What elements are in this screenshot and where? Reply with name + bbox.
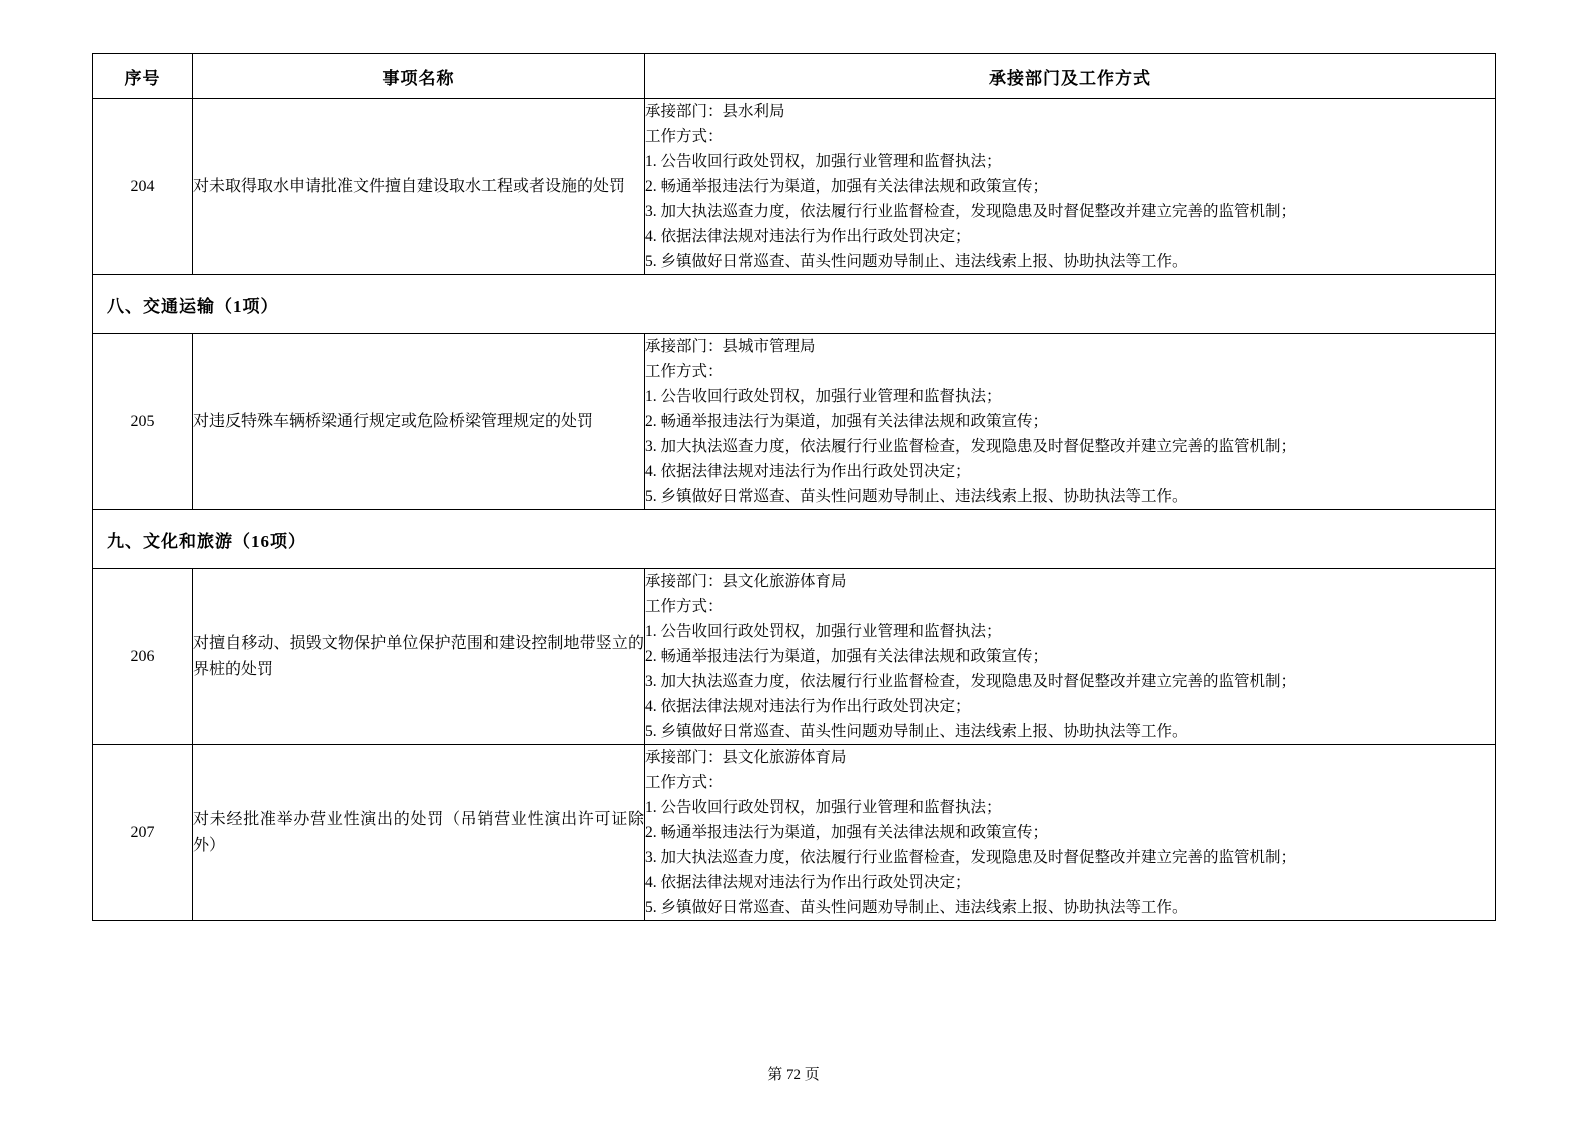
detail-line: 4. 依据法律法规对违法行为作出行政处罚决定； (645, 228, 971, 245)
detail-line: 承接部门：县文化旅游体育局 (645, 749, 847, 766)
row-matter-name: 对未经批准举办营业性演出的处罚（吊销营业性演出许可证除外） (193, 745, 645, 921)
detail-line: 5. 乡镇做好日常巡查、苗头性问题劝导制止、违法线索上报、协助执法等工作。 (645, 899, 1188, 916)
detail-line: 3. 加大执法巡查力度，依法履行行业监督检查，发现隐患及时督促整改并建立完善的监管机制； (645, 203, 1297, 220)
detail-line: 2. 畅通举报违法行为渠道，加强有关法律法规和政策宣传； (645, 178, 1049, 195)
row-number: 207 (93, 745, 193, 921)
detail-line: 2. 畅通举报违法行为渠道，加强有关法律法规和政策宣传； (645, 413, 1049, 430)
table-body (93, 99, 1496, 921)
table-row (93, 99, 1496, 275)
detail-line: 工作方式： (645, 598, 723, 615)
row-number: 204 (93, 99, 193, 275)
detail-line: 3. 加大执法巡查力度，依法履行行业监督检查，发现隐患及时督促整改并建立完善的监管机制； (645, 673, 1297, 690)
row-department-detail (645, 745, 1496, 921)
row-number: 206 (93, 569, 193, 745)
detail-line: 2. 畅通举报违法行为渠道，加强有关法律法规和政策宣传； (645, 648, 1049, 665)
table-header-row (93, 54, 1496, 99)
detail-line: 2. 畅通举报违法行为渠道，加强有关法律法规和政策宣传； (645, 824, 1049, 841)
section-title: 八、交通运输（1项） (93, 275, 1496, 334)
column-header-dept: 承接部门及工作方式 (645, 54, 1496, 99)
row-matter-name: 对未取得取水申请批准文件擅自建设取水工程或者设施的处罚 (193, 99, 645, 275)
table-header (93, 54, 1496, 99)
detail-line: 承接部门：县文化旅游体育局 (645, 573, 847, 590)
detail-line: 1. 公告收回行政处罚权，加强行业管理和监督执法； (645, 799, 1002, 816)
row-department-detail (645, 334, 1496, 510)
column-header-name: 事项名称 (193, 54, 645, 99)
table-row (93, 569, 1496, 745)
column-header-no: 序号 (93, 54, 193, 99)
detail-line: 承接部门：县水利局 (645, 103, 785, 120)
row-matter-name: 对违反特殊车辆桥梁通行规定或危险桥梁管理规定的处罚 (193, 334, 645, 510)
detail-line: 5. 乡镇做好日常巡查、苗头性问题劝导制止、违法线索上报、协助执法等工作。 (645, 723, 1188, 740)
detail-line: 4. 依据法律法规对违法行为作出行政处罚决定； (645, 698, 971, 715)
detail-line: 工作方式： (645, 128, 723, 145)
row-department-detail (645, 99, 1496, 275)
detail-line: 5. 乡镇做好日常巡查、苗头性问题劝导制止、违法线索上报、协助执法等工作。 (645, 488, 1188, 505)
detail-line: 1. 公告收回行政处罚权，加强行业管理和监督执法； (645, 623, 1002, 640)
detail-line: 承接部门：县城市管理局 (645, 338, 816, 355)
section-row (93, 510, 1496, 569)
table-row (93, 745, 1496, 921)
detail-line: 工作方式： (645, 363, 723, 380)
detail-line: 1. 公告收回行政处罚权，加强行业管理和监督执法； (645, 153, 1002, 170)
table-row (93, 334, 1496, 510)
matters-table (92, 53, 1496, 921)
page-number: 第 72 页 (767, 1067, 820, 1083)
detail-line: 4. 依据法律法规对违法行为作出行政处罚决定； (645, 874, 971, 891)
section-title: 九、文化和旅游（16项） (93, 510, 1496, 569)
detail-line: 3. 加大执法巡查力度，依法履行行业监督检查，发现隐患及时督促整改并建立完善的监管机制； (645, 849, 1297, 866)
section-row (93, 275, 1496, 334)
detail-line: 3. 加大执法巡查力度，依法履行行业监督检查，发现隐患及时督促整改并建立完善的监管机制； (645, 438, 1297, 455)
detail-line: 5. 乡镇做好日常巡查、苗头性问题劝导制止、违法线索上报、协助执法等工作。 (645, 253, 1188, 270)
detail-line: 工作方式： (645, 774, 723, 791)
row-number: 205 (93, 334, 193, 510)
row-department-detail (645, 569, 1496, 745)
detail-line: 1. 公告收回行政处罚权，加强行业管理和监督执法； (645, 388, 1002, 405)
detail-line: 4. 依据法律法规对违法行为作出行政处罚决定； (645, 463, 971, 480)
row-matter-name: 对擅自移动、损毁文物保护单位保护范围和建设控制地带竖立的界桩的处罚 (193, 569, 645, 745)
